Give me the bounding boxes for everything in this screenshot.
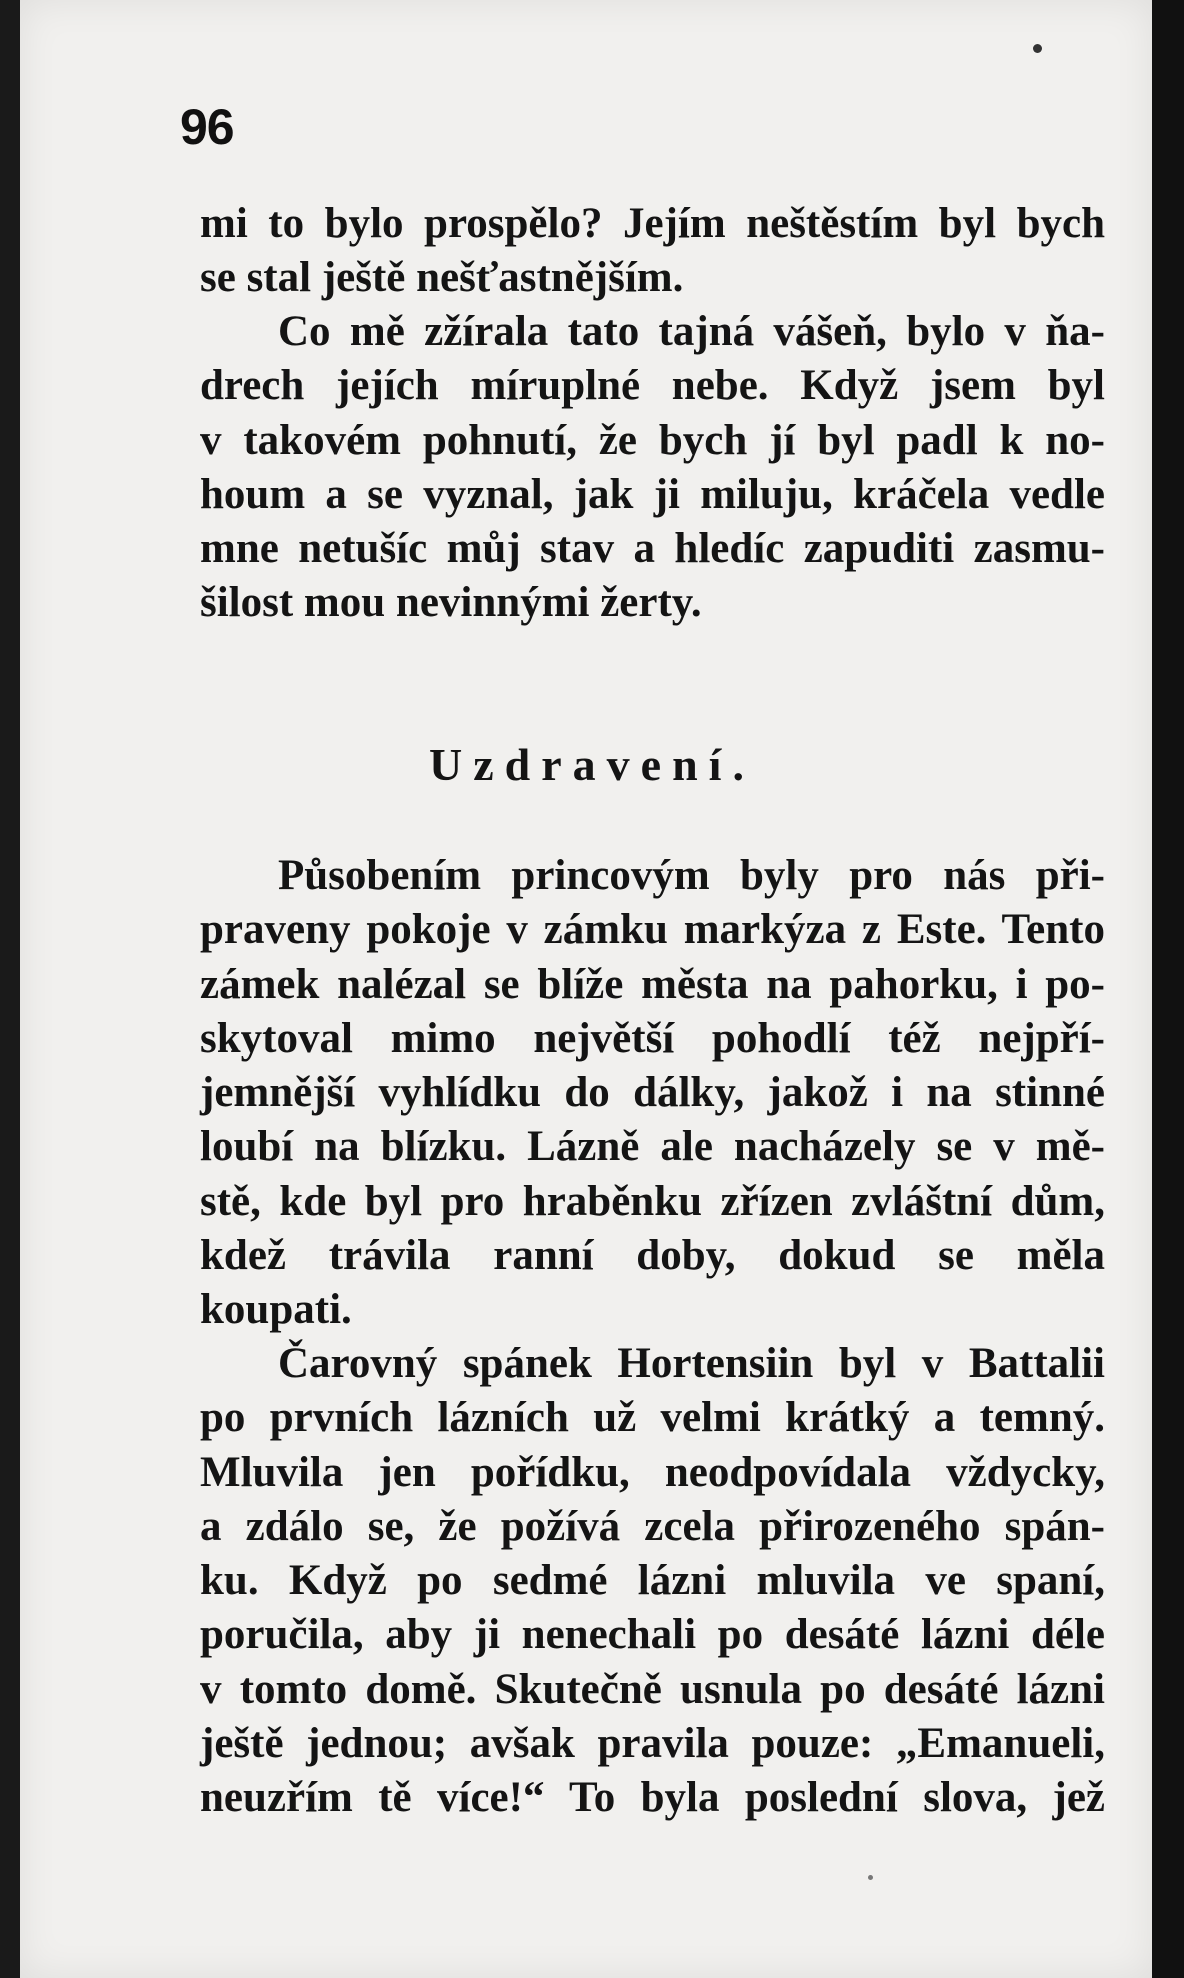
text-line: zámek nalézal se blíže města na pahorku, i po- xyxy=(200,960,1105,1008)
text-line: Co mě zžírala tato tajná vášeň, bylo v ňa- xyxy=(278,308,1105,355)
text-line: Působením princovým byly pro nás při- xyxy=(278,852,1105,899)
text-line: loubí na blízku. Lázně ale nacházely se v mě- xyxy=(200,1123,1105,1171)
text-line: šilost mou nevinnými žerty. xyxy=(200,579,702,627)
text-line: mi to bylo prospělo? Jejím neštěstím byl bych xyxy=(200,200,1105,247)
text-line: ku. Když po sedmé lázni mluvila ve spaní, xyxy=(200,1557,1105,1605)
paragraph xyxy=(200,305,1105,631)
text-line: mne netušíc můj stav a hledíc zapuditi zasmu- xyxy=(200,525,1105,573)
text-line: Čarovný spánek Hortensiin byl v Battalii xyxy=(278,1340,1105,1387)
section-heading: Uzdravení. xyxy=(429,739,755,790)
paragraph-continuation xyxy=(200,197,1105,306)
text-line: neuzřím tě více!“ To byla poslední slova, jež xyxy=(200,1774,1105,1822)
text-line: Mluvila jen pořídku, neodpovídala vždycky, xyxy=(200,1448,1105,1496)
text-line: houm a se vyznal, jak ji miluju, kráčela vedle xyxy=(200,470,1105,518)
ink-spot xyxy=(868,1875,873,1880)
ink-spot xyxy=(1033,44,1042,53)
text-line: kdež trávila ranní doby, dokud se měla xyxy=(200,1232,1105,1280)
text-line: stě, kde byl pro hraběnku zřízen zvláštní dům, xyxy=(200,1177,1105,1225)
page-edge-shadow xyxy=(1152,0,1184,1978)
text-line: a zdálo se, že požívá zcela přirozeného spán- xyxy=(200,1502,1105,1550)
text-line: drech jejích míruplné nebe. Když jsem byl xyxy=(200,362,1105,410)
text-line: v takovém pohnutí, že bych jí byl padl k no- xyxy=(200,416,1105,464)
text-line: ještě jednou; avšak pravila pouze: „Emanueli, xyxy=(200,1720,1105,1768)
paragraph xyxy=(200,1337,1105,1826)
text-line: skytoval mimo největší pohodlí též nejpří- xyxy=(200,1014,1105,1062)
text-line: se stal ještě nešťastnějším. xyxy=(200,254,684,302)
text-line: jemnější vyhlídku do dálky, jakož i na stinné xyxy=(200,1069,1105,1117)
text-line: po prvních lázních už velmi krátký a temný. xyxy=(200,1394,1105,1442)
text-line: koupati. xyxy=(200,1286,352,1334)
text-line: praveny pokoje v zámku markýza z Este. Tento xyxy=(200,906,1105,954)
paragraph xyxy=(200,849,1105,1338)
text-line: v tomto domě. Skutečně usnula po desáté lázni xyxy=(200,1665,1105,1713)
text-line: poručila, aby ji nenechali po desáté lázni déle xyxy=(200,1611,1105,1659)
page-number: 96 xyxy=(180,99,234,155)
